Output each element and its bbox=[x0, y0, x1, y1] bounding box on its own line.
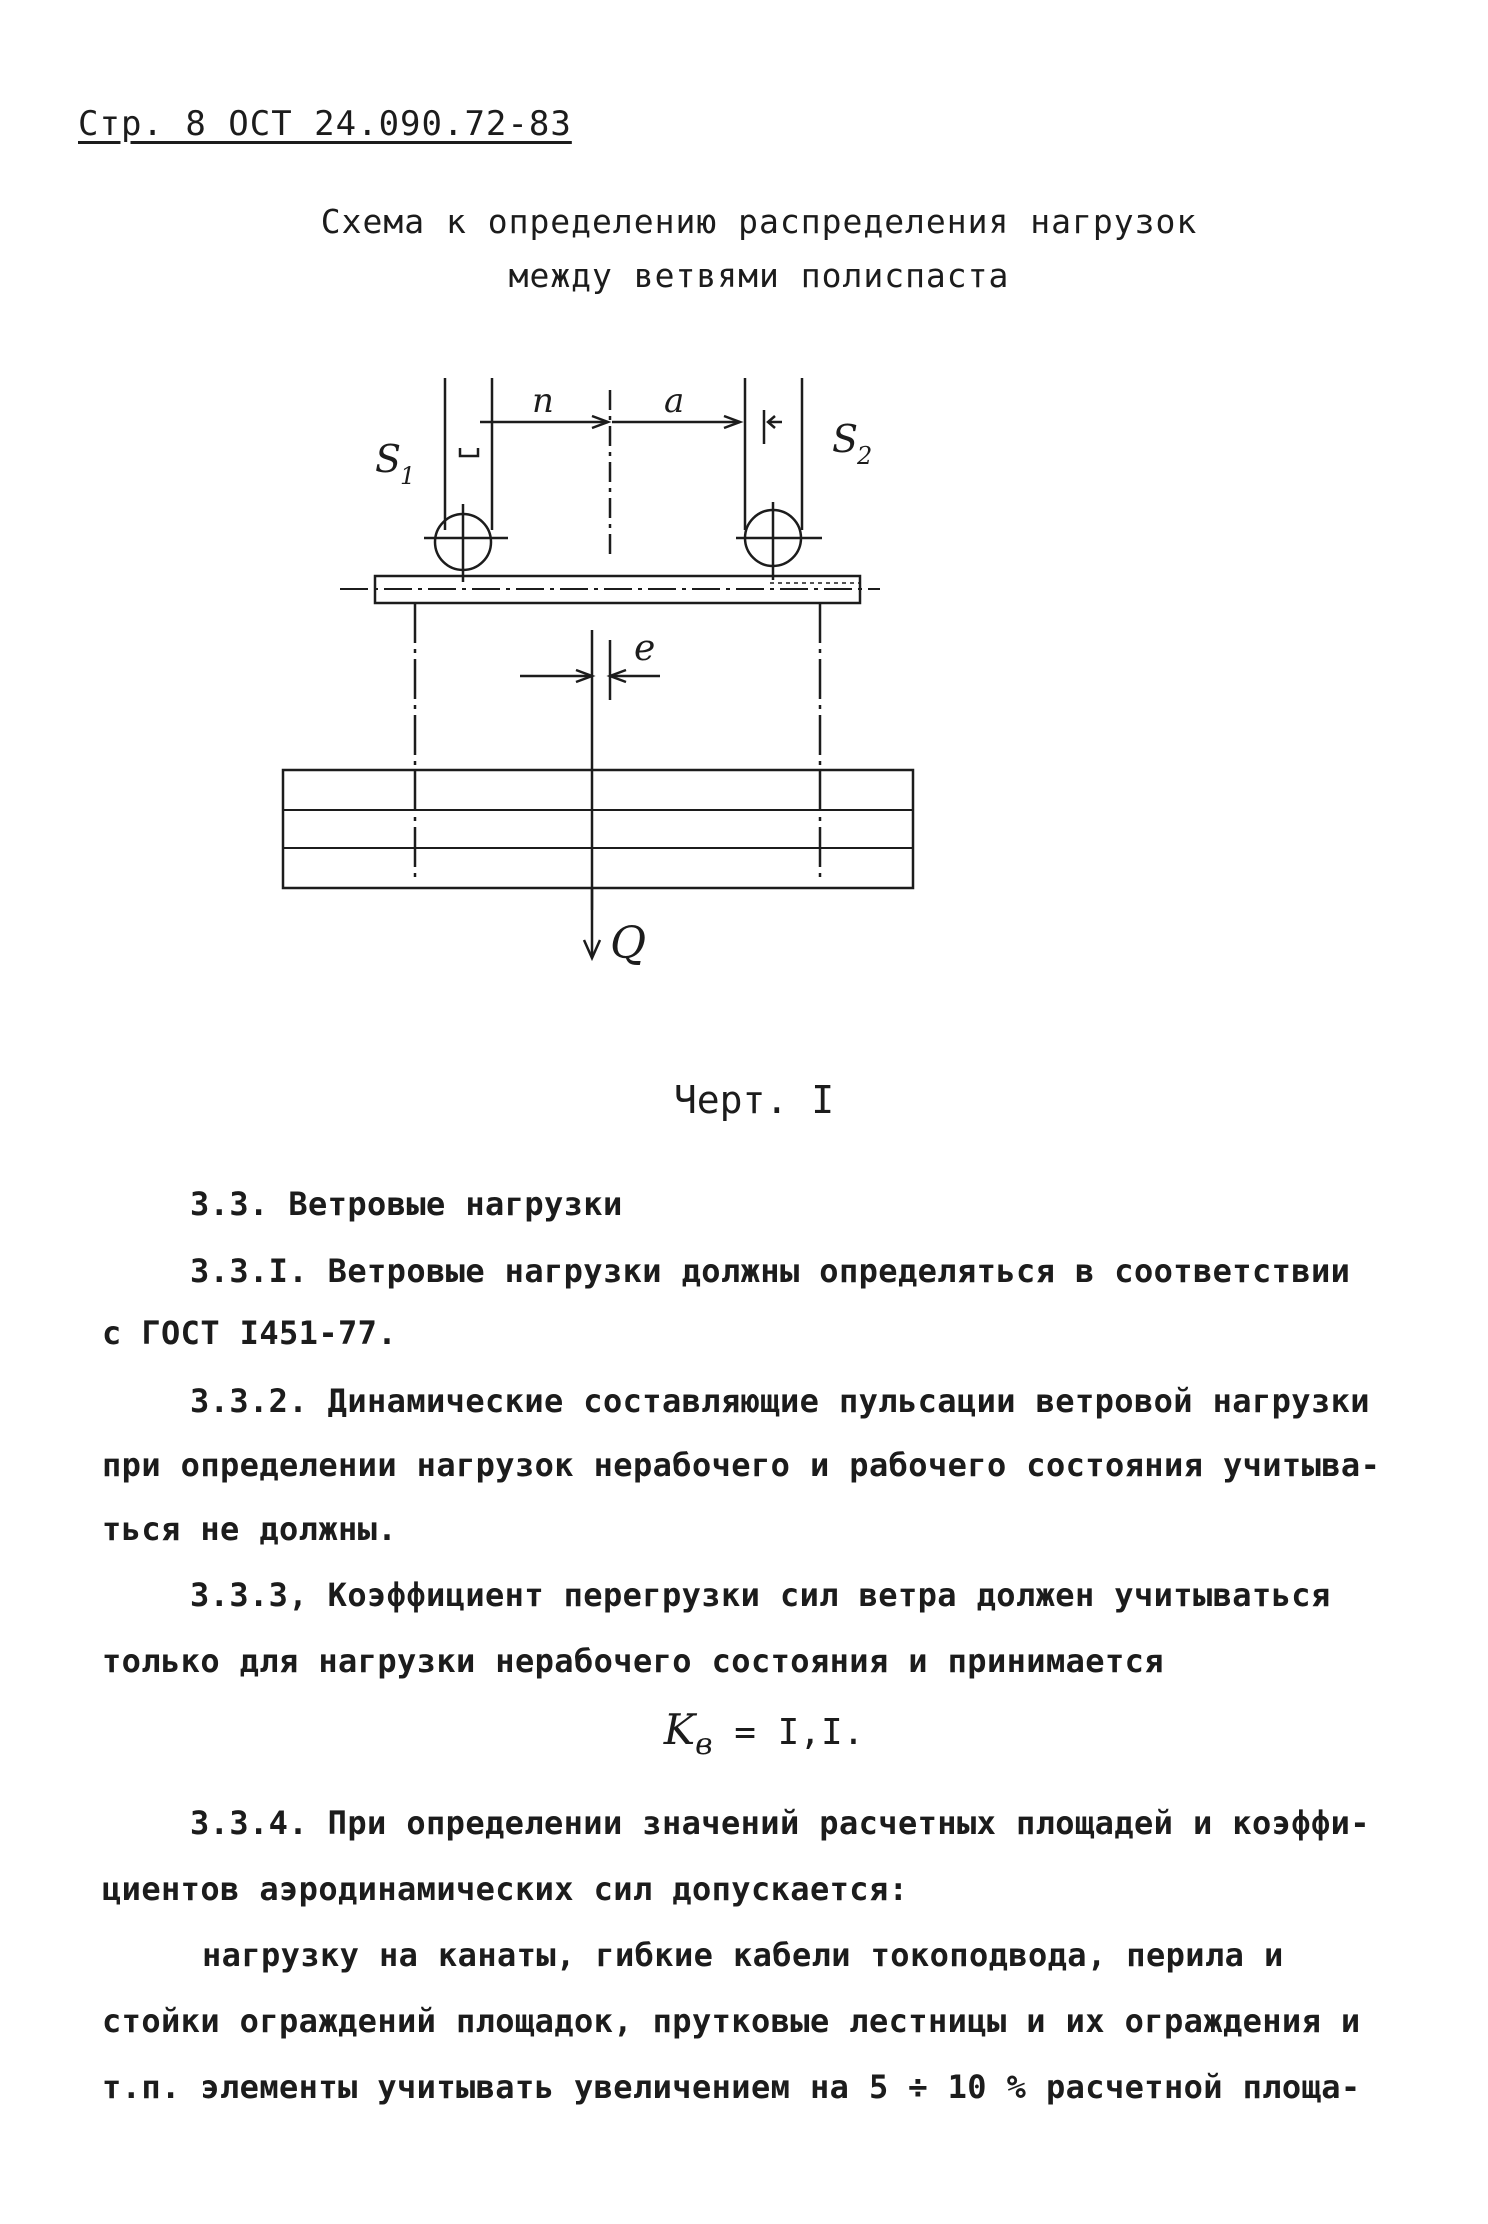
page-header: Стр. 8 ОСТ 24.090.72-83 bbox=[78, 104, 572, 144]
label-s1: S bbox=[375, 437, 402, 481]
label-a: a bbox=[664, 381, 685, 421]
paragraph-3-3-2-line-3: ться не должны. bbox=[102, 1510, 397, 1548]
label-s2: S bbox=[832, 417, 859, 461]
formula-symbol: K bbox=[663, 1705, 696, 1754]
marker-s1 bbox=[460, 448, 478, 456]
paragraph-3-3-4-line-5: т.п. элементы учитывать увеличением на 5 ÷ 10 % расчетной площа- bbox=[102, 2068, 1361, 2106]
label-n: n bbox=[532, 381, 554, 421]
document-page: Стр. 8 ОСТ 24.090.72-83 Схема к определению распределения нагрузок между ветвями полиспаста S 1 S 2 n a e Q Черт. I 3.3. Ветровые нагрузки 3.3.I. Ветровые нагрузки должны определяться в соответствии с ГОСТ I451-77. 3.3.2. Динамические составляющие пульсации ветровой нагрузки при определении нагрузок нерабочего и рабочего состояния учитыва- ться не должны. 3.3.3, Коэффициент перегрузки сил ветра должен учитываться только для нагрузки нерабочего состояния и принимается $K_в = I,I$. 3.3.4. При определении значений расчетных площадей и коэффи- циентов аэродинамических сил допускается: нагрузку на канаты, гибкие кабели токоподвода, перила и стойки ограждений площадок, прутковые лестницы и их ограждения и т.п. элементы учитывать увеличением на 5 ÷ 10 % расчетной площа- bbox=[0, 0, 1488, 2224]
scheme-title-line-2: между ветвями полиспаста bbox=[508, 256, 1010, 295]
paragraph-3-3-4-line-2: циентов аэродинамических сил допускается: bbox=[102, 1870, 909, 1908]
label-s2-subscript: 2 bbox=[857, 442, 873, 470]
paragraph-3-3-4-line-4: стойки ограждений площадок, прутковые лестницы и их ограждения и bbox=[102, 2002, 1361, 2040]
scheme-title-line-1: Схема к определению распределения нагрузок bbox=[320, 202, 1198, 241]
label-q: Q bbox=[610, 918, 647, 969]
pulley-load-diagram bbox=[0, 360, 1488, 1000]
paragraph-3-3-1-line-2: с ГОСТ I451-77. bbox=[102, 1314, 397, 1352]
paragraph-3-3-3-line-2: только для нагрузки нерабочего состояния и принимается bbox=[102, 1642, 1164, 1680]
formula-subscript: в bbox=[695, 1727, 713, 1762]
label-s1-subscript: 1 bbox=[400, 462, 416, 490]
overload-coefficient-formula bbox=[0, 1705, 1488, 1762]
paragraph-3-3-2-line-2: при определении нагрузок нерабочего и рабочего состояния учитыва- bbox=[102, 1446, 1381, 1484]
label-e: e bbox=[634, 628, 656, 669]
figure-caption: Черт. I bbox=[673, 1078, 835, 1122]
load-block bbox=[283, 770, 913, 888]
formula-value: = I,I. bbox=[734, 1712, 865, 1753]
